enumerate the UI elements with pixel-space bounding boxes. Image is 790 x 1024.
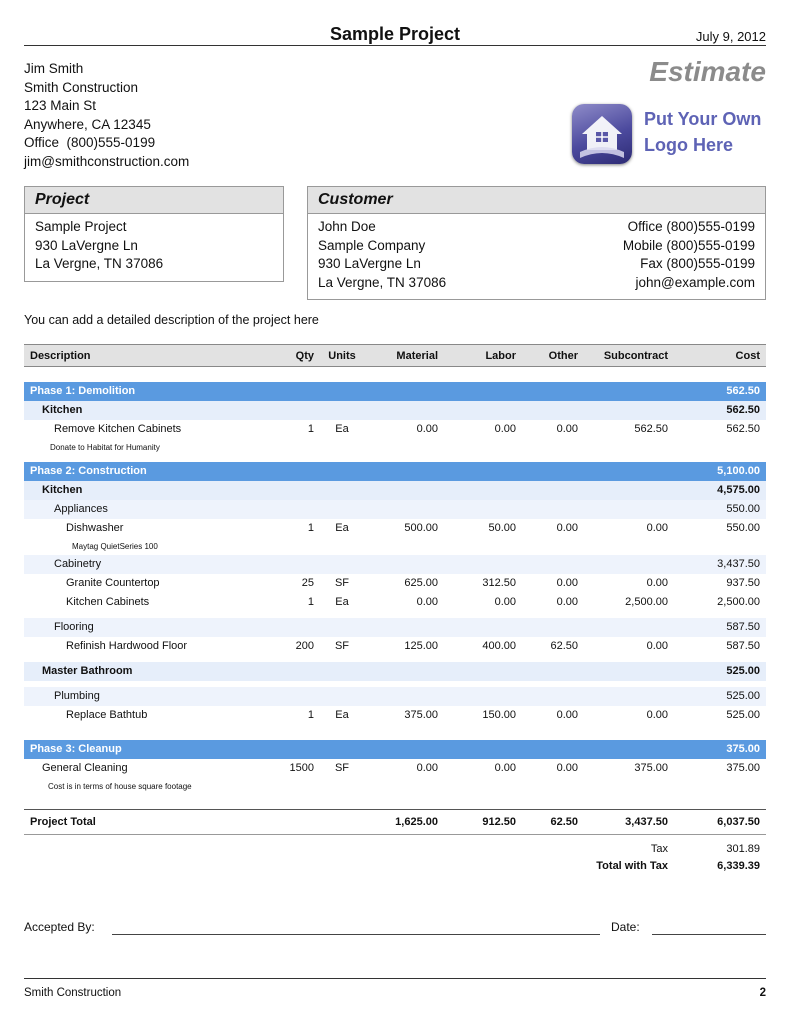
customer-company: Sample Company [318,237,426,253]
document-title: Sample Project [329,24,461,44]
page-header [24,22,766,46]
customer-contacts [623,218,755,292]
company-phone: Office (800)555-0199 [24,135,156,150]
phase-row: Phase 2: Construction 5,100.00 [24,462,766,481]
company-info [24,60,189,171]
project-street: 930 LaVergne Ln [35,237,138,253]
table-header-row [24,345,766,367]
company-contact-name: Jim Smith [24,61,84,76]
table-row: Refinish Hardwood Floor 200 SF 125.00 400.00 62.50 0.00 587.50 [66,640,760,652]
tax-row: Tax 301.89 [650,843,760,855]
accepted-by-label: Accepted By: [24,920,95,934]
item-note-row: Donate to Habitat for Humanity [50,442,160,452]
footer-company: Smith Construction [24,987,122,999]
col-cost: Cost [674,345,766,367]
col-qty: Qty [274,345,320,367]
date-line[interactable] [652,934,766,935]
subgroup-row: Cabinetry 3,437.50 [24,555,766,574]
item-note-row: Maytag QuietSeries 100 [72,541,158,551]
signature-line[interactable] [112,934,600,935]
logo-text: Put Your Own Logo Here [644,109,762,155]
estimate-table [24,344,766,875]
company-street: 123 Main St [24,98,97,113]
table-row: Granite Countertop 25 SF 625.00 312.50 0.00 0.00 937.50 [66,577,760,589]
project-box-heading: Project [25,187,283,214]
company-name: Smith Construction [24,79,139,95]
project-box [24,186,284,282]
col-material: Material [364,345,444,367]
phase-row: Phase 1: Demolition 562.50 [24,382,766,401]
table-row: Kitchen Cabinets 1 Ea 0.00 0.00 0.00 2,500.00 2,500.00 [66,596,760,608]
group-row: Kitchen 562.50 [24,401,766,420]
phase-row: Phase 3: Cleanup 375.00 [24,740,766,759]
page-footer [24,978,766,999]
table-row: Replace Bathtub 1 Ea 375.00 150.00 0.00 0.00 525.00 [66,709,760,721]
col-units: Units [320,345,364,367]
group-row: Kitchen 4,575.00 [24,481,766,500]
customer-street: 930 LaVergne Ln [318,256,421,271]
subgroup-row: Flooring 587.50 [24,618,766,637]
customer-email: john@example.com [635,274,755,290]
table-row: Dishwasher 1 Ea 500.00 50.00 0.00 0.00 550.00 [66,522,760,534]
project-city: La Vergne, TN 37086 [35,256,164,271]
logo-placeholder [572,104,766,166]
customer-box [307,186,766,300]
house-wrench-icon [572,104,632,164]
table-row: Remove Kitchen Cabinets 1 Ea 0.00 0.00 0.00 562.50 562.50 [54,423,760,435]
customer-mobile-phone: Mobile (800)555-0199 [622,237,755,253]
col-subcontract: Subcontract [584,345,674,367]
company-city: Anywhere, CA 12345 [24,116,151,132]
col-description: Description [24,345,274,367]
subgroup-row: Plumbing 525.00 [24,687,766,706]
project-description: You can add a detailed description of the project here [24,313,319,327]
customer-box-heading: Customer [308,187,765,214]
total-with-tax-row: Total with Tax 6,339.39 [596,860,760,872]
project-name: Sample Project [35,219,127,234]
page-number: 2 [759,987,766,999]
customer-name: John Doe [318,219,376,234]
customer-office-phone: Office (800)555-0199 [627,219,755,234]
col-other: Other [522,345,584,367]
group-row: Master Bathroom 525.00 [24,662,766,681]
company-email: jim@smithconstruction.com [24,153,190,169]
project-total-row: Project Total 1,625.00 912.50 62.50 3,437.50 6,037.50 [24,810,766,835]
date-label: Date: [611,920,640,934]
document-date: July 9, 2012 [695,29,766,44]
customer-fax: Fax (800)555-0199 [640,256,755,271]
table-row: General Cleaning 1500 SF 0.00 0.00 0.00 375.00 375.00 [42,762,760,774]
customer-city: La Vergne, TN 37086 [318,274,447,290]
item-note-row: Cost is in terms of house square footage [48,781,192,791]
col-labor: Labor [444,345,522,367]
document-type: Estimate [649,56,766,87]
subgroup-row: Appliances 550.00 [24,500,766,519]
